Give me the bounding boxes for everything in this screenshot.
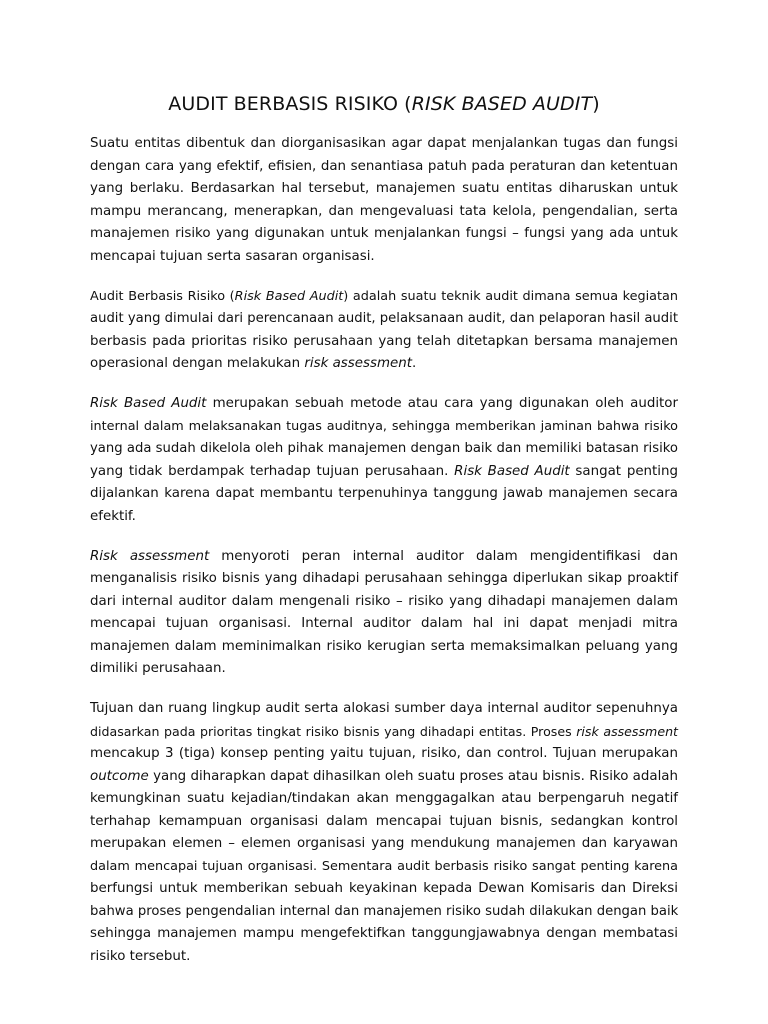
paragraph-line [90,743,678,766]
italic-term: Risk Based Audit [234,288,344,304]
paragraph-line [90,393,678,416]
paragraph-line [90,246,678,269]
italic-term: outcome [90,768,149,784]
paragraph-line [90,546,678,569]
paragraph-line [90,506,678,529]
text-segment: yang tidak berdampak terhadap tujuan perusahaan. [90,463,455,479]
paragraph-line [90,878,678,901]
paragraph-line [90,353,678,376]
text-segment: kemungkinan suatu kejadian/tindakan akan menggagalkan atau berpengaruh negatif [90,791,678,806]
paragraph-line [90,721,678,744]
text-segment: mencapai tujuan organisasi. Internal auditor dalam hal ini dapat menjadi mitra [90,616,678,631]
italic-term: Risk assessment [90,548,210,564]
text-segment: yang diharapkan dapat dihasilkan oleh suatu proses atau bisnis. Risiko adalah [148,768,678,784]
paragraph-line [90,856,678,879]
text-segment: dimiliki perusahaan. [90,661,226,676]
paragraph-line [90,613,678,636]
document-body [90,133,678,986]
paragraph [90,546,678,681]
paragraph-line [90,483,678,506]
paragraph-line [90,811,678,834]
text-segment: dari internal auditor dalam mengenali risiko – risiko yang dihadapi manajemen dalam [90,593,678,609]
text-segment: efektif. [90,508,136,524]
text-segment: merupakan sebuah metode atau cara yang digunakan oleh auditor [206,396,678,411]
paragraph-line [90,923,678,946]
text-segment: yang berlaku. Berdasarkan hal tersebut, manajemen suatu entitas diharuskan untuk [90,181,678,196]
paragraph-line [90,658,678,681]
text-segment: merupakan elemen – elemen organisasi yang mendukung manajemen dan karyawan [90,836,678,851]
paragraph [90,133,678,268]
text-segment: dalam mencapai tujuan organisasi. Sementara audit berbasis risiko sangat penting karena [90,858,678,874]
text-segment: . [411,356,417,371]
italic-term: Risk Based Audit [90,396,207,411]
paragraph-line [90,178,678,201]
document-title [0,90,768,118]
text-segment: sangat penting [569,463,678,479]
text-segment: manajemen dalam meminimalkan risiko kerugian serta memaksimalkan peluang yang [90,638,678,654]
title-italic: RISK BASED AUDIT [411,93,593,115]
paragraph-line [90,201,678,224]
italic-term: risk assessment [576,723,678,739]
title-prefix: AUDIT BERBASIS RISIKO ( [168,93,412,115]
paragraph-line [90,766,678,789]
paragraph-line [90,416,678,439]
title-suffix: ) [592,93,600,115]
text-segment: audit yang dimulai dari perencanaan audit, pelaksanaan audit, dan pelaporan hasil audit [90,311,678,326]
text-segment: manajemen risiko yang digunakan untuk menjalankan fungsi – fungsi yang ada untuk [90,226,678,241]
paragraph-line [90,568,678,591]
text-segment: menganalisis risiko bisnis yang dihadapi perusahaan sehingga diperlukan sikap proaktif [90,571,678,586]
paragraph-line [90,636,678,659]
text-segment: risiko tersebut. [90,948,191,964]
text-segment: yang ada sudah dikelola oleh pihak manajemen dengan baik dan memiliki batasan risiko [90,441,678,456]
italic-term: risk assessment [304,356,412,371]
paragraph-line [90,308,678,331]
text-segment: Tujuan dan ruang lingkup audit serta alokasi sumber daya internal auditor sepenuhnya [90,701,678,716]
paragraph-line [90,156,678,179]
text-segment: Suatu entitas dibentuk dan diorganisasikan agar dapat menjalankan tugas dan fungsi [90,136,678,151]
paragraph-line [90,286,678,309]
paragraph-line [90,788,678,811]
paragraph-line [90,331,678,354]
text-segment: internal dalam melaksanakan tugas auditnya, sehingga memberikan jaminan bahwa risiko [90,418,678,434]
text-segment: menyoroti peran internal auditor dalam mengidentifikasi dan [209,548,678,564]
text-segment: sehingga manajemen mampu mengefektifkan tanggungjawabnya dengan membatasi [90,926,678,941]
text-segment: operasional dengan melakukan [90,356,305,371]
text-segment: berbasis pada prioritas risiko perusahaan yang telah ditetapkan bersama manajemen [90,333,678,349]
text-segment: Audit Berbasis Risiko ( [90,288,235,304]
text-segment: dijalankan karena dapat membantu terpenuhinya tanggung jawab manajemen secara [90,486,678,501]
paragraph-line [90,698,678,721]
text-segment: didasarkan pada prioritas tingkat risiko bisnis yang dihadapi entitas. Proses [90,723,577,739]
paragraph-line [90,591,678,614]
paragraph-line [90,461,678,484]
text-segment: dengan cara yang efektif, efisien, dan senantiasa patuh pada peraturan dan ketentuan [90,158,678,174]
paragraph-line [90,833,678,856]
paragraph-line [90,946,678,969]
paragraph-line [90,133,678,156]
paragraph-line [90,223,678,246]
text-segment: ) adalah suatu teknik audit dimana semua kegiatan [343,288,678,304]
text-segment: bahwa proses pengendalian internal dan manajemen risiko sudah dilakukan dengan baik [90,903,679,919]
italic-term: Risk Based Audit [454,463,570,479]
paragraph-line [90,901,678,924]
text-segment: terhahap kemampuan organisasi dalam mencapai tujuan bisnis, sedangkan kontrol [90,813,678,829]
text-segment: mencapai tujuan serta sasaran organisasi. [90,248,375,264]
paragraph-line [90,438,678,461]
text-segment: berfungsi untuk memberikan sebuah keyakinan kepada Dewan Komisaris dan Direksi [90,881,678,896]
paragraph [90,393,678,528]
text-segment: mampu merancang, menerapkan, dan mengevaluasi tata kelola, pengendalian, serta [90,203,678,219]
paragraph [90,698,678,968]
paragraph [90,286,678,376]
text-segment: mencakup 3 (tiga) konsep penting yaitu tujuan, risiko, dan control. Tujuan merupakan [90,746,678,761]
